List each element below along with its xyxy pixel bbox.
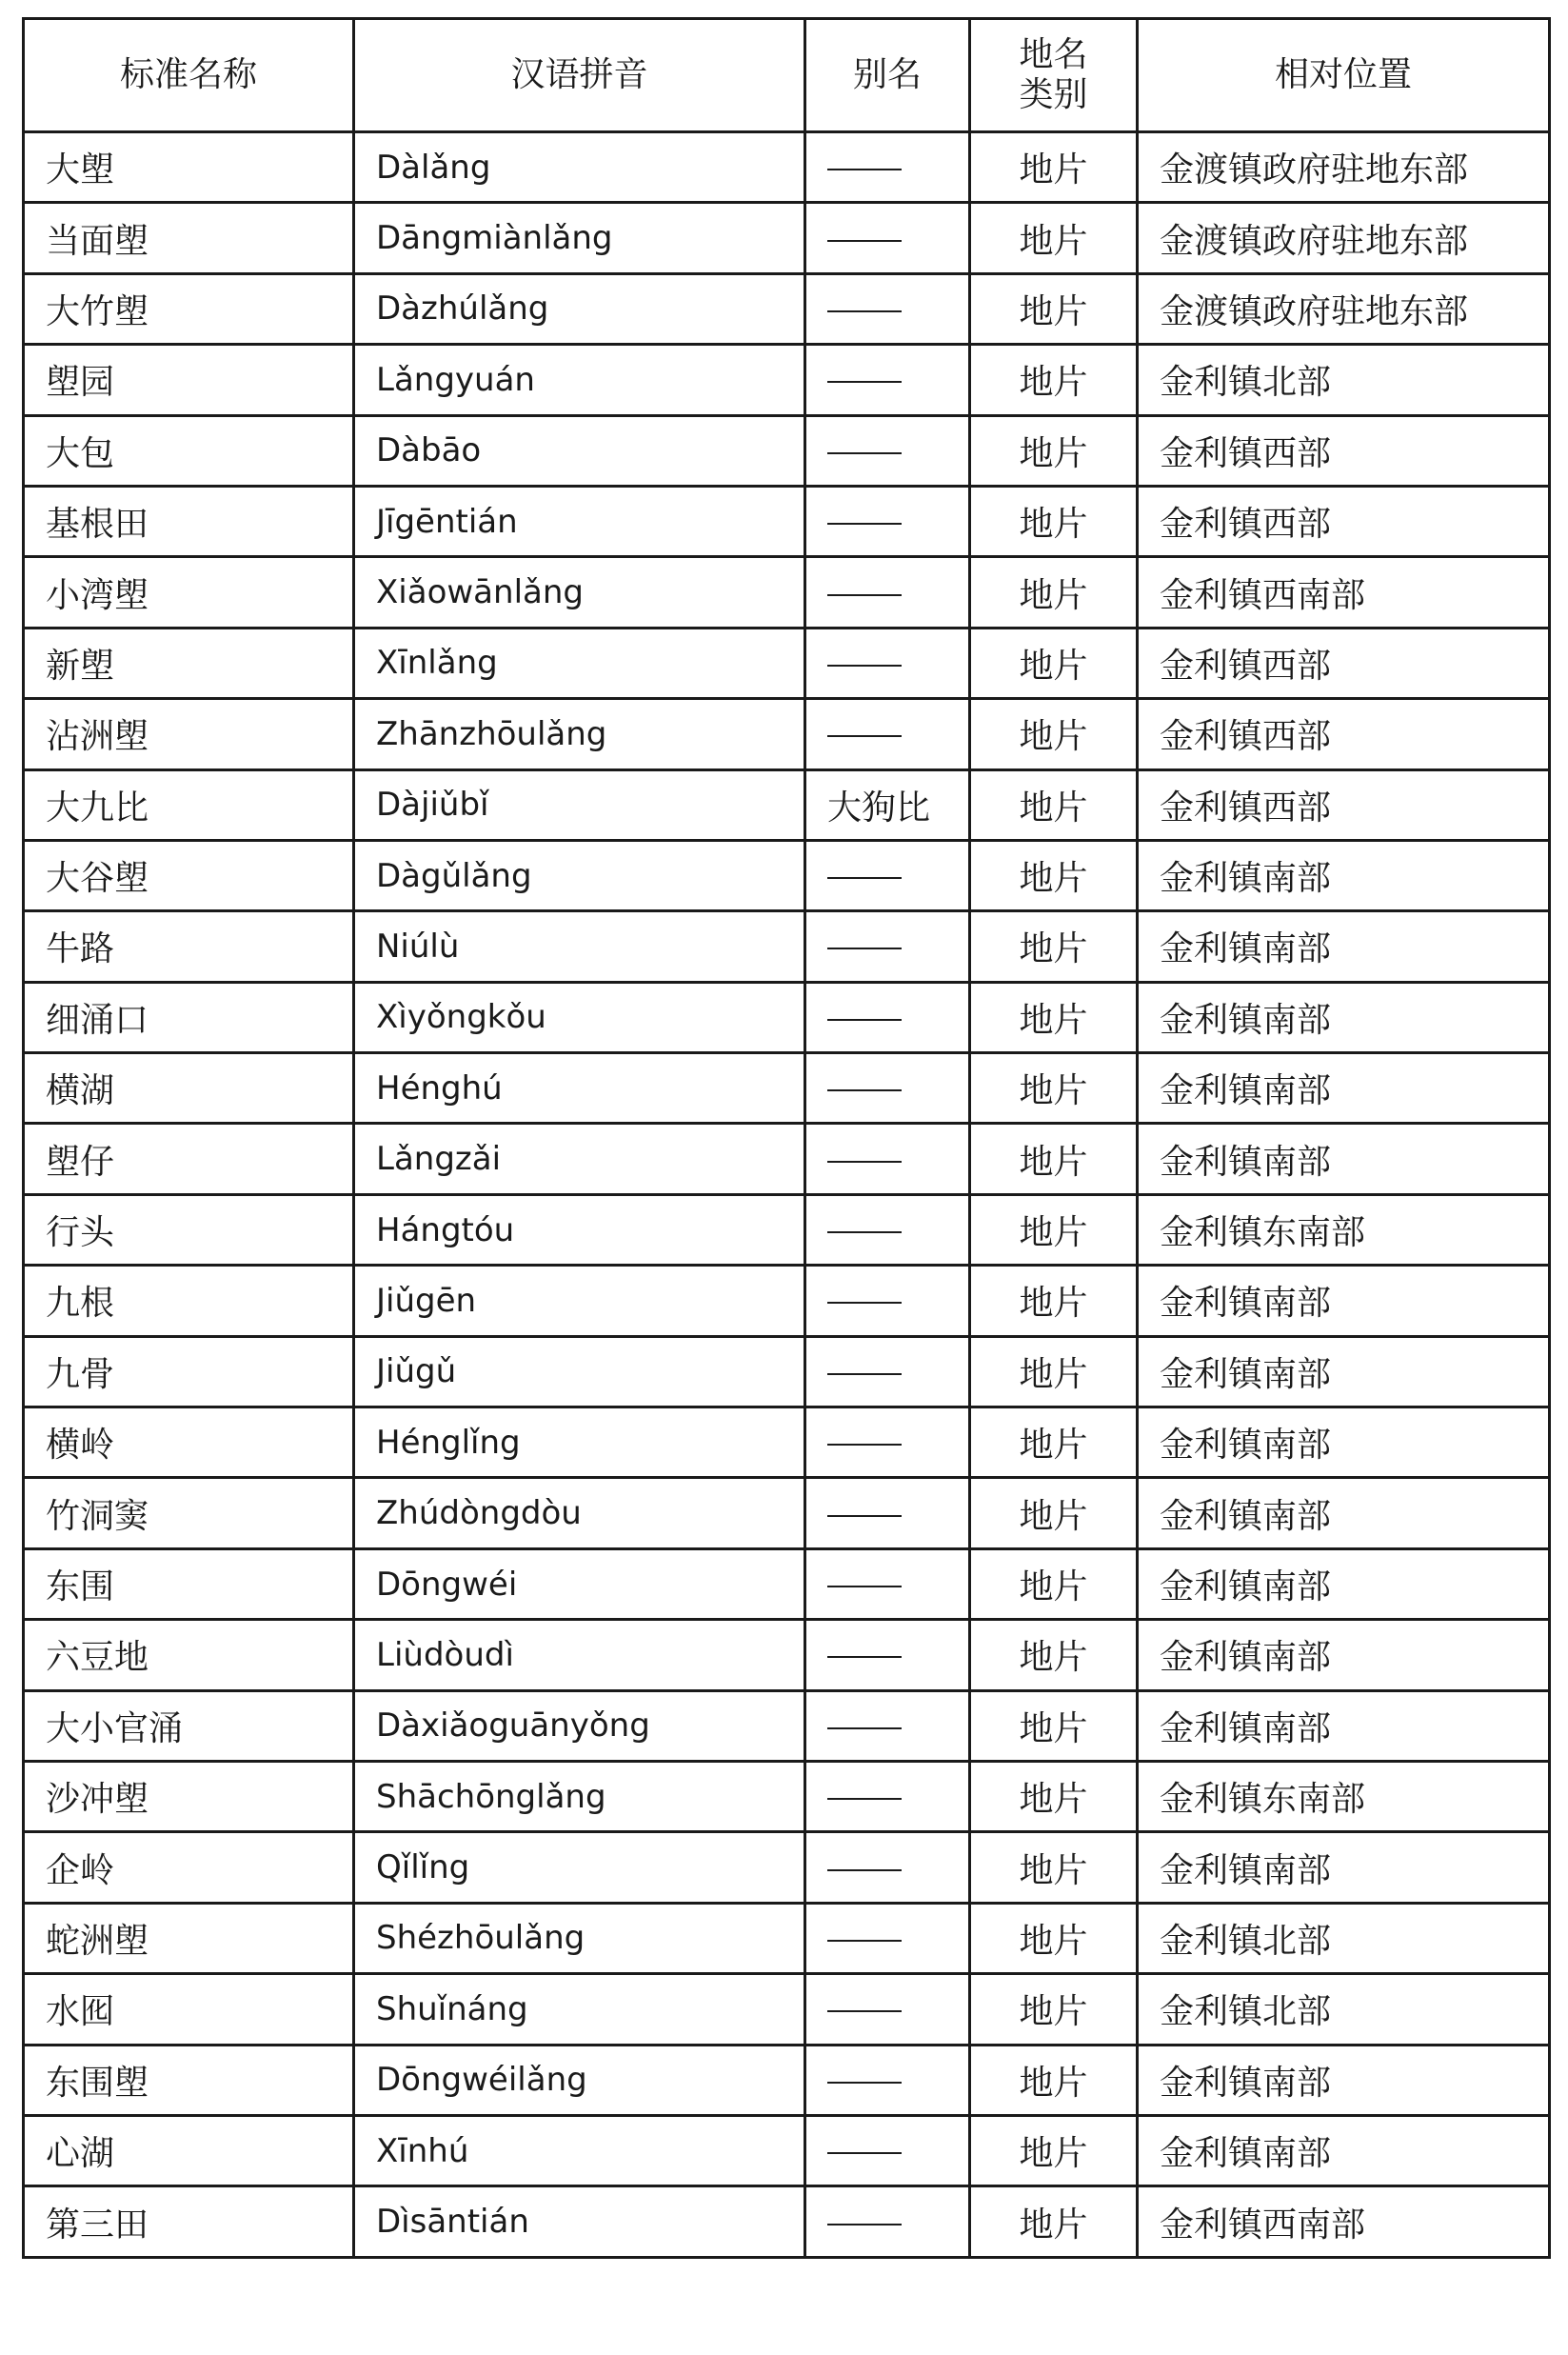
cell-alias: [805, 1761, 970, 1831]
alias-none-dash: [827, 948, 902, 949]
table-row: [24, 1974, 1550, 2045]
cell-alias: [805, 1407, 970, 1478]
cell-type: 地片: [970, 840, 1138, 910]
alias-none-dash: [827, 1231, 902, 1233]
cell-pinyin: Xìyǒngkǒu: [354, 982, 805, 1052]
cell-standard-name: 大九比: [24, 769, 354, 840]
table-row: [24, 982, 1550, 1052]
table-row: [24, 1903, 1550, 1973]
cell-location: 金渡镇政府驻地东部: [1138, 132, 1550, 203]
cell-location: 金利镇西部: [1138, 628, 1550, 698]
alias-none-dash: [827, 310, 902, 312]
cell-standard-name: 六豆地: [24, 1620, 354, 1690]
cell-pinyin: Liùdòudì: [354, 1620, 805, 1690]
table-row: [24, 1761, 1550, 1831]
cell-type: 地片: [970, 1690, 1138, 1761]
cell-alias: [805, 203, 970, 273]
table-row: [24, 769, 1550, 840]
cell-alias: [805, 2115, 970, 2185]
cell-alias: [805, 1690, 970, 1761]
cell-type: 地片: [970, 1194, 1138, 1265]
table-row: [24, 1407, 1550, 1478]
header-type: [970, 19, 1138, 132]
cell-alias: [805, 1620, 970, 1690]
cell-standard-name: 当面塱: [24, 203, 354, 273]
cell-location: 金利镇南部: [1138, 1620, 1550, 1690]
cell-alias: [805, 273, 970, 344]
header-location: 相对位置: [1138, 19, 1550, 132]
cell-standard-name: 行头: [24, 1194, 354, 1265]
cell-alias: [805, 132, 970, 203]
cell-location: 金利镇南部: [1138, 1053, 1550, 1124]
cell-alias: [805, 1194, 970, 1265]
alias-none-dash: [827, 2152, 902, 2154]
header-type-line1: 地名: [1019, 35, 1088, 74]
alias-none-dash: [827, 169, 902, 170]
cell-alias: [805, 1336, 970, 1407]
cell-location: 金利镇南部: [1138, 1548, 1550, 1619]
cell-type: 地片: [970, 1266, 1138, 1336]
cell-standard-name: 水囮: [24, 1974, 354, 2045]
cell-pinyin: Hángtóu: [354, 1194, 805, 1265]
cell-type: 地片: [970, 2186, 1138, 2257]
alias-none-dash: [827, 1727, 902, 1729]
table-row: [24, 628, 1550, 698]
table-row: [24, 132, 1550, 203]
cell-pinyin: Dàbāo: [354, 415, 805, 486]
cell-pinyin: Shézhōulǎng: [354, 1903, 805, 1973]
cell-location: 金利镇西部: [1138, 486, 1550, 556]
cell-type: 地片: [970, 1478, 1138, 1548]
alias-none-dash: [827, 381, 902, 383]
cell-location: 金利镇南部: [1138, 1832, 1550, 1903]
cell-pinyin: Zhānzhōulǎng: [354, 699, 805, 769]
cell-pinyin: Dàxiǎoguānyǒng: [354, 1690, 805, 1761]
table-row: [24, 1832, 1550, 1903]
table-row: [24, 2115, 1550, 2185]
header-standard-name: 标准名称: [24, 19, 354, 132]
cell-pinyin: Dìsāntián: [354, 2186, 805, 2257]
cell-alias: 大狗比: [805, 769, 970, 840]
cell-standard-name: 九根: [24, 1266, 354, 1336]
cell-location: 金利镇北部: [1138, 345, 1550, 415]
cell-location: 金利镇北部: [1138, 1903, 1550, 1973]
cell-standard-name: 第三田: [24, 2186, 354, 2257]
cell-pinyin: Lǎngzǎi: [354, 1124, 805, 1194]
cell-location: 金利镇南部: [1138, 1407, 1550, 1478]
cell-type: 地片: [970, 1336, 1138, 1407]
cell-alias: [805, 699, 970, 769]
header-row: [24, 19, 1550, 132]
alias-none-dash: [827, 594, 902, 596]
cell-pinyin: Lǎngyuán: [354, 345, 805, 415]
alias-none-dash: [827, 1586, 902, 1587]
cell-type: 地片: [970, 2045, 1138, 2115]
cell-pinyin: Xīnlǎng: [354, 628, 805, 698]
table-row: [24, 1053, 1550, 1124]
cell-type: 地片: [970, 911, 1138, 982]
table-row: [24, 699, 1550, 769]
cell-type: 地片: [970, 1548, 1138, 1619]
cell-type: 地片: [970, 132, 1138, 203]
cell-type: 地片: [970, 203, 1138, 273]
cell-alias: [805, 982, 970, 1052]
alias-none-dash: [827, 1940, 902, 1942]
cell-standard-name: 蛇洲塱: [24, 1903, 354, 1973]
table-row: [24, 557, 1550, 628]
cell-location: 金利镇南部: [1138, 1478, 1550, 1548]
table-row: [24, 1620, 1550, 1690]
table-row: [24, 1336, 1550, 1407]
table-body: [24, 132, 1550, 2258]
table-row: [24, 840, 1550, 910]
cell-standard-name: 九骨: [24, 1336, 354, 1407]
cell-pinyin: Zhúdòngdòu: [354, 1478, 805, 1548]
cell-alias: [805, 1548, 970, 1619]
cell-location: 金利镇南部: [1138, 911, 1550, 982]
cell-location: 金利镇南部: [1138, 1266, 1550, 1336]
cell-location: 金利镇南部: [1138, 1690, 1550, 1761]
cell-standard-name: 牛路: [24, 911, 354, 982]
table-row: [24, 1194, 1550, 1265]
cell-location: 金利镇西部: [1138, 699, 1550, 769]
table-row: [24, 1266, 1550, 1336]
header-pinyin: 汉语拼音: [354, 19, 805, 132]
alias-none-dash: [827, 240, 902, 242]
cell-standard-name: 东围: [24, 1548, 354, 1619]
cell-pinyin: Dōngwéilǎng: [354, 2045, 805, 2115]
cell-alias: [805, 911, 970, 982]
alias-none-dash: [827, 1302, 902, 1304]
cell-pinyin: Jiǔgēn: [354, 1266, 805, 1336]
alias-none-dash: [827, 1444, 902, 1446]
header-type-line2: 类别: [1019, 75, 1088, 114]
cell-type: 地片: [970, 628, 1138, 698]
cell-type: 地片: [970, 1053, 1138, 1124]
cell-alias: [805, 2186, 970, 2257]
alias-none-dash: [827, 1019, 902, 1021]
cell-pinyin: Qǐlǐng: [354, 1832, 805, 1903]
cell-location: 金利镇南部: [1138, 982, 1550, 1052]
cell-alias: [805, 1974, 970, 2045]
cell-standard-name: 细涌口: [24, 982, 354, 1052]
place-name-table: [22, 17, 1551, 2259]
cell-location: 金利镇西部: [1138, 415, 1550, 486]
cell-standard-name: 大竹塱: [24, 273, 354, 344]
cell-location: 金利镇南部: [1138, 2045, 1550, 2115]
alias-none-dash: [827, 1161, 902, 1163]
alias-none-dash: [827, 735, 902, 737]
cell-pinyin: Shuǐnáng: [354, 1974, 805, 2045]
cell-standard-name: 新塱: [24, 628, 354, 698]
cell-location: 金利镇东南部: [1138, 1761, 1550, 1831]
alias-none-dash: [827, 1515, 902, 1517]
cell-pinyin: Jiǔgǔ: [354, 1336, 805, 1407]
table-row: [24, 1548, 1550, 1619]
cell-location: 金利镇北部: [1138, 1974, 1550, 2045]
cell-location: 金利镇西南部: [1138, 2186, 1550, 2257]
alias-none-dash: [827, 2082, 902, 2084]
alias-none-dash: [827, 1089, 902, 1091]
table-row: [24, 911, 1550, 982]
cell-type: 地片: [970, 1407, 1138, 1478]
cell-alias: [805, 486, 970, 556]
cell-standard-name: 沾洲塱: [24, 699, 354, 769]
cell-type: 地片: [970, 345, 1138, 415]
cell-alias: [805, 628, 970, 698]
cell-location: 金利镇南部: [1138, 1124, 1550, 1194]
alias-none-dash: [827, 665, 902, 667]
table-row: [24, 1690, 1550, 1761]
alias-none-dash: [827, 1373, 902, 1375]
cell-alias: [805, 1266, 970, 1336]
cell-standard-name: 竹洞窦: [24, 1478, 354, 1548]
alias-none-dash: [827, 877, 902, 879]
alias-none-dash: [827, 1798, 902, 1800]
cell-location: 金利镇西南部: [1138, 557, 1550, 628]
table-row: [24, 486, 1550, 556]
cell-standard-name: 塱仔: [24, 1124, 354, 1194]
cell-type: 地片: [970, 1761, 1138, 1831]
table-row: [24, 273, 1550, 344]
cell-type: 地片: [970, 1974, 1138, 2045]
cell-type: 地片: [970, 699, 1138, 769]
header-alias: 别名: [805, 19, 970, 132]
cell-standard-name: 基根田: [24, 486, 354, 556]
cell-standard-name: 大小官涌: [24, 1690, 354, 1761]
cell-pinyin: Shāchōnglǎng: [354, 1761, 805, 1831]
alias-none-dash: [827, 2224, 902, 2225]
cell-alias: [805, 840, 970, 910]
cell-standard-name: 大包: [24, 415, 354, 486]
cell-pinyin: Dàlǎng: [354, 132, 805, 203]
cell-standard-name: 小湾塱: [24, 557, 354, 628]
cell-type: 地片: [970, 982, 1138, 1052]
cell-pinyin: Jīgēntián: [354, 486, 805, 556]
table-row: [24, 1478, 1550, 1548]
cell-pinyin: Hénglǐng: [354, 1407, 805, 1478]
cell-standard-name: 大谷塱: [24, 840, 354, 910]
cell-alias: [805, 415, 970, 486]
cell-pinyin: Dàzhúlǎng: [354, 273, 805, 344]
cell-type: 地片: [970, 415, 1138, 486]
cell-standard-name: 心湖: [24, 2115, 354, 2185]
table-row: [24, 2045, 1550, 2115]
cell-alias: [805, 1053, 970, 1124]
alias-none-dash: [827, 1656, 902, 1658]
cell-type: 地片: [970, 2115, 1138, 2185]
table-row: [24, 415, 1550, 486]
cell-pinyin: Dàjiǔbǐ: [354, 769, 805, 840]
table-row: [24, 345, 1550, 415]
cell-alias: [805, 1903, 970, 1973]
cell-type: 地片: [970, 273, 1138, 344]
cell-location: 金利镇南部: [1138, 2115, 1550, 2185]
cell-alias: [805, 557, 970, 628]
cell-type: 地片: [970, 557, 1138, 628]
table-row: [24, 2186, 1550, 2257]
cell-type: 地片: [970, 1903, 1138, 1973]
cell-location: 金渡镇政府驻地东部: [1138, 273, 1550, 344]
cell-pinyin: Xiǎowānlǎng: [354, 557, 805, 628]
cell-pinyin: Dāngmiànlǎng: [354, 203, 805, 273]
cell-location: 金利镇南部: [1138, 840, 1550, 910]
table-row: [24, 203, 1550, 273]
alias-none-dash: [827, 1869, 902, 1871]
cell-standard-name: 东围塱: [24, 2045, 354, 2115]
alias-none-dash: [827, 523, 902, 525]
cell-pinyin: Niúlù: [354, 911, 805, 982]
cell-standard-name: 横湖: [24, 1053, 354, 1124]
cell-type: 地片: [970, 769, 1138, 840]
cell-alias: [805, 1124, 970, 1194]
cell-location: 金渡镇政府驻地东部: [1138, 203, 1550, 273]
cell-type: 地片: [970, 1124, 1138, 1194]
cell-type: 地片: [970, 1832, 1138, 1903]
cell-pinyin: Xīnhú: [354, 2115, 805, 2185]
cell-standard-name: 企岭: [24, 1832, 354, 1903]
cell-standard-name: 沙冲塱: [24, 1761, 354, 1831]
cell-pinyin: Dàgǔlǎng: [354, 840, 805, 910]
cell-alias: [805, 345, 970, 415]
cell-alias: [805, 2045, 970, 2115]
cell-location: 金利镇南部: [1138, 1336, 1550, 1407]
cell-location: 金利镇西部: [1138, 769, 1550, 840]
cell-type: 地片: [970, 1620, 1138, 1690]
cell-standard-name: 塱园: [24, 345, 354, 415]
table-row: [24, 1124, 1550, 1194]
alias-none-dash: [827, 2010, 902, 2012]
cell-alias: [805, 1478, 970, 1548]
cell-pinyin: Dōngwéi: [354, 1548, 805, 1619]
cell-standard-name: 大塱: [24, 132, 354, 203]
cell-type: 地片: [970, 486, 1138, 556]
cell-standard-name: 横岭: [24, 1407, 354, 1478]
cell-pinyin: Hénghú: [354, 1053, 805, 1124]
alias-none-dash: [827, 452, 902, 454]
place-name-table-container: [22, 17, 1548, 2259]
cell-location: 金利镇东南部: [1138, 1194, 1550, 1265]
cell-alias: [805, 1832, 970, 1903]
